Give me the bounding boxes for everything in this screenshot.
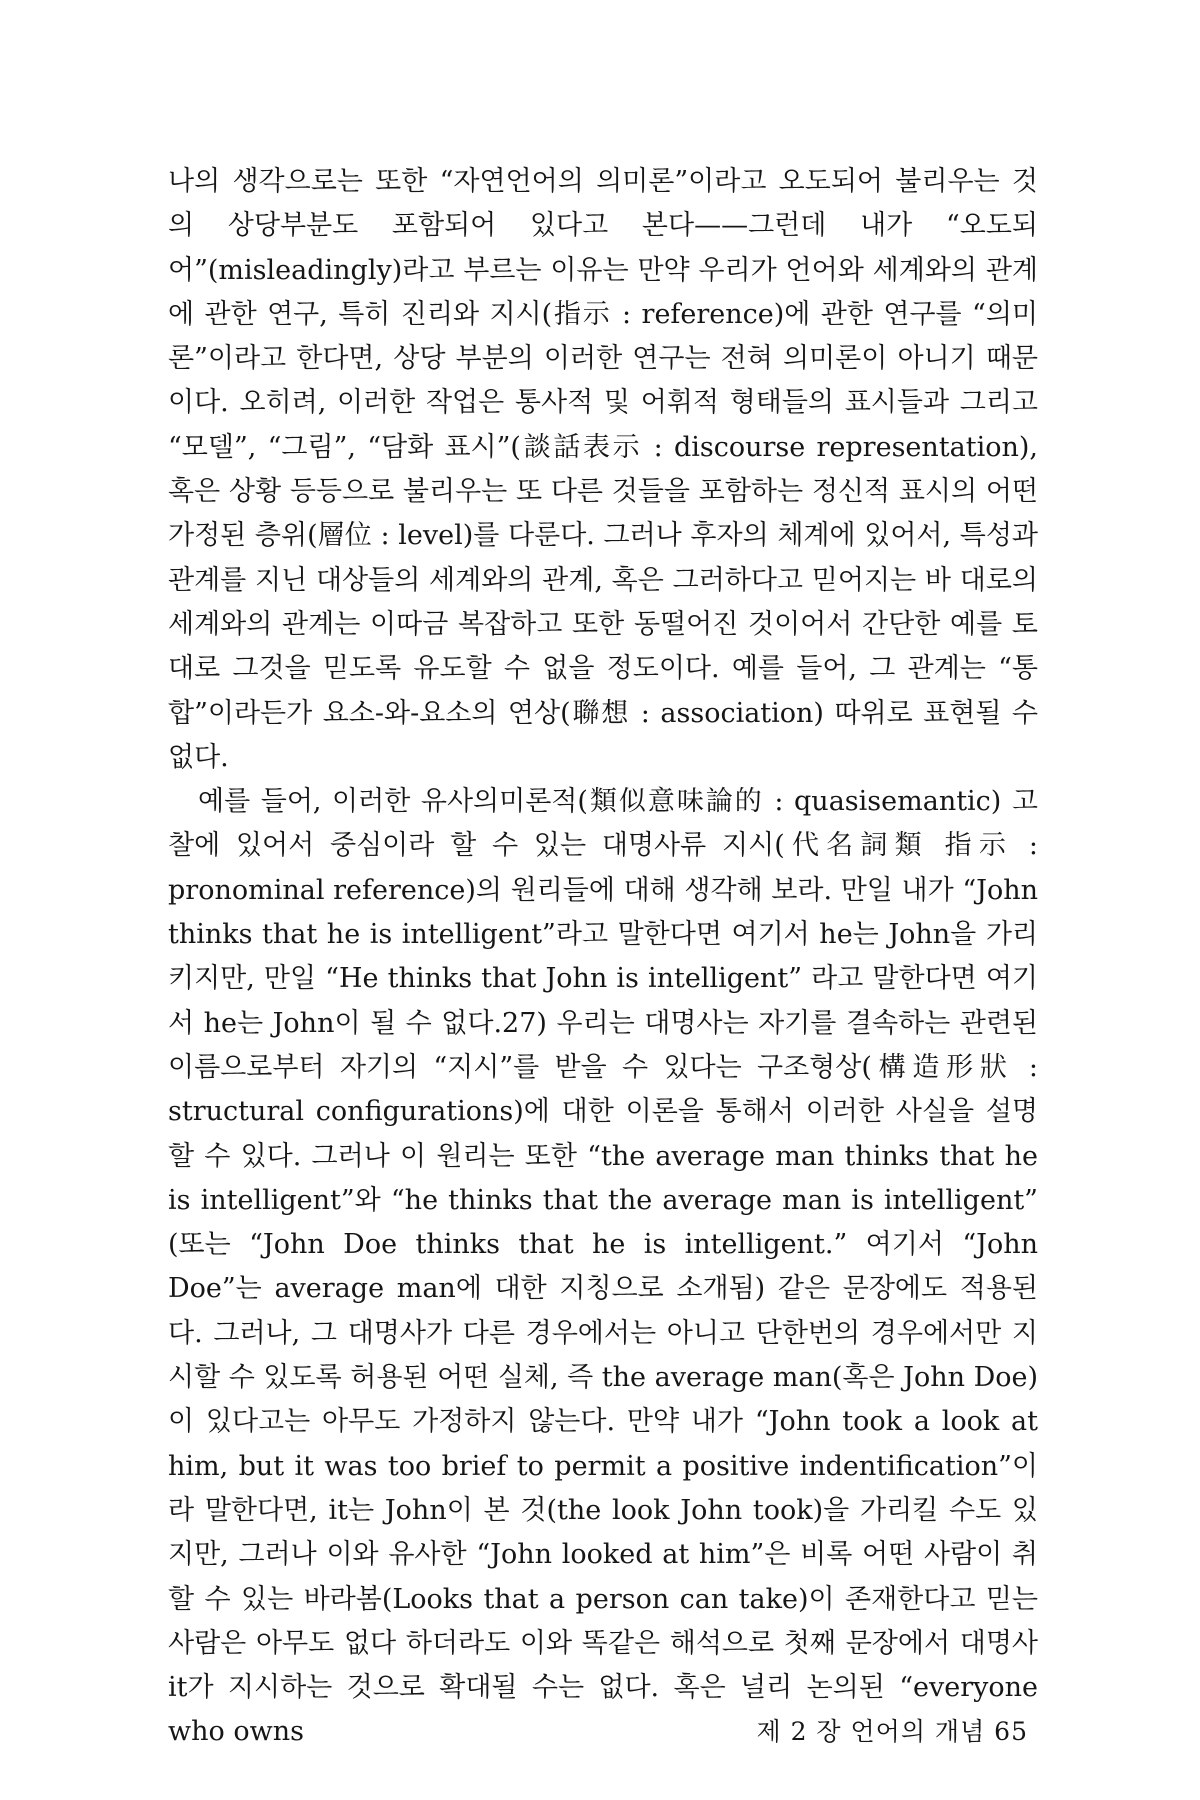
paragraph-2: 예를 들어, 이러한 유사의미론적(類似意味論的 : quasisemantic) 고찰에 있어서 중심이라 할 수 있는 대명사류 지시(代名詞類 指示 : pronominal reference)의 원리들에 대해 생각해 보라. 만일 내가 “John thinks that he is intelligent”라고 말한다면 여기서 he는 John을 가리키지만, 만일 “He thinks that John is intelligent” 라고 말한다면 여기서 he는 John이 될 수 없다.27) 우리는 대명사는 자기를 결속하는 관련된 이름으로부터 자기의 “지시”를 받을 수 있다는 구조형상(構造形狀 : structural configurations)에 대한 이론을 통해서 이러한 사실을 설명할 수 있다. 그러나 이 원리는 또한 “the average man thinks that he is intelligent”와 “he thinks that the average man is intelligent” (또는 “John Doe thinks that he is intelligent.” 여기서 “John Doe”는 average man에 대한 지칭으로 소개됨) 같은 문장에도 적용된다. 그러나, 그 대명사가 다른 경우에서는 아니고 단한번의 경우에서만 지시할 수 있도록 허용된 어떤 실체, 즉 the average man(혹은 John Doe)이 있다고는 아무도 가정하지 않는다. 만약 내가 “John took a look at him, but it was too brief to permit a positive indentification”이라 말한다면, it는 John이 본 것(the look John took)을 가리킬 수도 있지만, 그러나 이와 유사한 “John looked at him”은 비록 어떤 사람이 취할 수 있는 바라봄(Looks that a person can take)이 존재한다고 믿는 사람은 아무도 없다 하더라도 이와 똑같은 해석으로 첫째 문장에서 대명사 it가 지시하는 것으로 확대될 수는 없다. 혹은 널리 논의된 “everyone who owns — [168, 786, 1039, 1748]
paragraph-1: 나의 생각으로는 또한 “자연언어의 의미론”이라고 오도되어 불리우는 것의 상당부분도 포함되어 있다고 본다——그런데 내가 “오도되어”(misleadingly)라고 부르는 이유는 만약 우리가 언어와 세계와의 관계에 관한 연구, 특히 진리와 지시(指示 : reference)에 관한 연구를 “의미론”이라고 한다면, 상당 부분의 이러한 연구는 전혀 의미론이 아니기 때문이다. 오히려, 이러한 작업은 통사적 및 어휘적 형태들의 표시들과 그리고 “모델”, “그림”, “담화 표시”(談話表示 : discourse representation), 혹은 상황 등등으로 불리우는 또 다른 것들을 포함하는 정신적 표시의 어떤 가정된 층위(層位 : level)를 다룬다. 그러나 후자의 체계에 있어서, 특성과 관계를 지닌 대상들의 세계와의 관계, 혹은 그러하다고 믿어지는 바 대로의 세계와의 관계는 이따금 복잡하고 또한 동떨어진 것이어서 간단한 예를 토대로 그것을 믿도록 유도할 수 없을 정도이다. 예를 들어, 그 관계는 “통합”이라든가 요소-와-요소의 연상(聯想 : association) 따위로 표현될 수 없다. — [168, 166, 1038, 773]
body-text — [168, 160, 1038, 1755]
page-footer: 제 2 장 언어의 개념 65 — [756, 1717, 1028, 1746]
